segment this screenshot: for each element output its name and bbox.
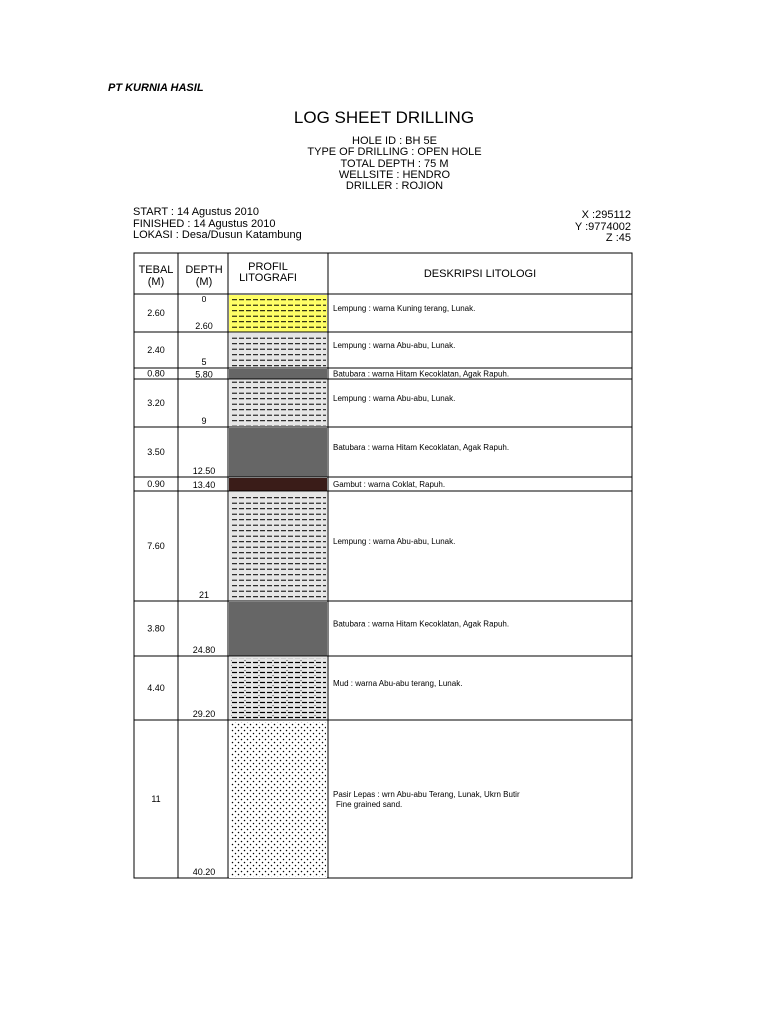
lithology-pattern-9 xyxy=(231,658,326,719)
tebal-value: 3.80 xyxy=(147,623,165,634)
header-profil: PROFIL xyxy=(248,261,288,273)
lithology-description: Lempung : warna Abu-abu, Lunak. xyxy=(333,394,456,403)
tebal-value: 3.20 xyxy=(147,398,165,408)
lithology-fill-5 xyxy=(229,428,327,477)
drilling-type: TYPE OF DRILLING : OPEN HOLE xyxy=(307,146,482,159)
depth-value: 5.80 xyxy=(195,369,213,380)
start-date: START : 14 Agustus 2010 xyxy=(133,206,259,218)
lithology-description: Gambut : warna Coklat, Rapuh. xyxy=(333,480,446,489)
coord-x: X :295112 xyxy=(581,209,631,221)
wellsite: WELLSITE : HENDRO xyxy=(338,168,451,181)
lithology-pattern-7 xyxy=(231,493,326,600)
tebal-value: 4.40 xyxy=(147,683,165,693)
coord-y: Y :9774002 xyxy=(574,220,631,233)
header-deskripsi: DESKRIPSI LITOLOGI xyxy=(423,268,537,280)
lithology-description-line2: Fine grained sand. xyxy=(336,800,403,809)
lithology-fill-3 xyxy=(229,369,327,379)
depth-value: 24.80 xyxy=(192,645,216,655)
lithology-description: Batubara : warna Hitam Kecoklatan, Agak Rapuh. xyxy=(333,369,510,379)
layer-rows xyxy=(134,295,632,878)
depth-value: 5 xyxy=(201,357,207,367)
header-tebal: TEBAL xyxy=(138,264,174,276)
header-tebal-unit: (M) xyxy=(147,276,165,288)
finished-date: FINISHED : 14 Agustus 2010 xyxy=(133,217,276,230)
lithology-description: Lempung : warna Abu-abu, Lunak. xyxy=(333,341,456,350)
lithology-fill-8 xyxy=(229,602,327,656)
lithology-fill-6 xyxy=(229,478,327,491)
location: LOKASI : Desa/Dusun Katambung xyxy=(133,229,302,241)
header-depth-unit: (M) xyxy=(195,276,213,288)
tebal-value: 2.60 xyxy=(147,308,165,318)
tebal-value: 3.50 xyxy=(147,447,165,457)
depth-value: 9 xyxy=(201,416,207,426)
lithology-description: Lempung : warna Kuning terang, Lunak. xyxy=(333,304,476,313)
depth-value: 29.20 xyxy=(192,709,216,719)
total-depth: TOTAL DEPTH : 75 M xyxy=(340,157,449,170)
document-title: LOG SHEET DRILLING xyxy=(293,108,475,127)
lithology-description: Pasir Lepas : wrn Abu-abu Terang, Lunak, Ukrn Butir xyxy=(333,790,520,799)
lithology-pattern-2 xyxy=(231,334,326,367)
lithology-pattern-1 xyxy=(231,296,326,331)
depth-value: 13.40 xyxy=(192,480,216,490)
depth-value: 12.50 xyxy=(192,466,216,476)
lithology-description: Mud : warna Abu-abu terang, Lunak. xyxy=(333,679,463,688)
depth-value: 40.20 xyxy=(192,867,216,877)
header-litografi: LITOGRAFI xyxy=(239,272,297,284)
driller: DRILLER : ROJION xyxy=(345,180,444,193)
lithology-description: Batubara : warna Hitam Kecoklatan, Agak Rapuh. xyxy=(333,619,510,629)
tebal-value: 7.60 xyxy=(147,541,165,551)
hole-id: HOLE ID : BH 5E xyxy=(352,135,437,147)
tebal-value: 0.90 xyxy=(147,479,165,489)
tebal-value: 2.40 xyxy=(147,345,165,355)
lithology-pattern-4 xyxy=(231,381,326,426)
lithology-description: Lempung : warna Abu-abu, Lunak. xyxy=(333,537,456,546)
tebal-value: 0.80 xyxy=(147,368,165,379)
header-depth: DEPTH xyxy=(185,264,223,276)
company-name: PT KURNIA HASIL xyxy=(108,82,204,94)
coord-z: Z :45 xyxy=(605,232,631,244)
depth-value: 2.60 xyxy=(195,321,213,331)
depth-value: 21 xyxy=(198,590,210,600)
tebal-value: 11 xyxy=(151,794,161,804)
top-depth-label: 0 xyxy=(201,294,207,304)
lithology-description: Batubara : warna Hitam Kecoklatan, Agak Rapuh. xyxy=(333,443,510,452)
lithology-pattern-10 xyxy=(231,722,326,877)
